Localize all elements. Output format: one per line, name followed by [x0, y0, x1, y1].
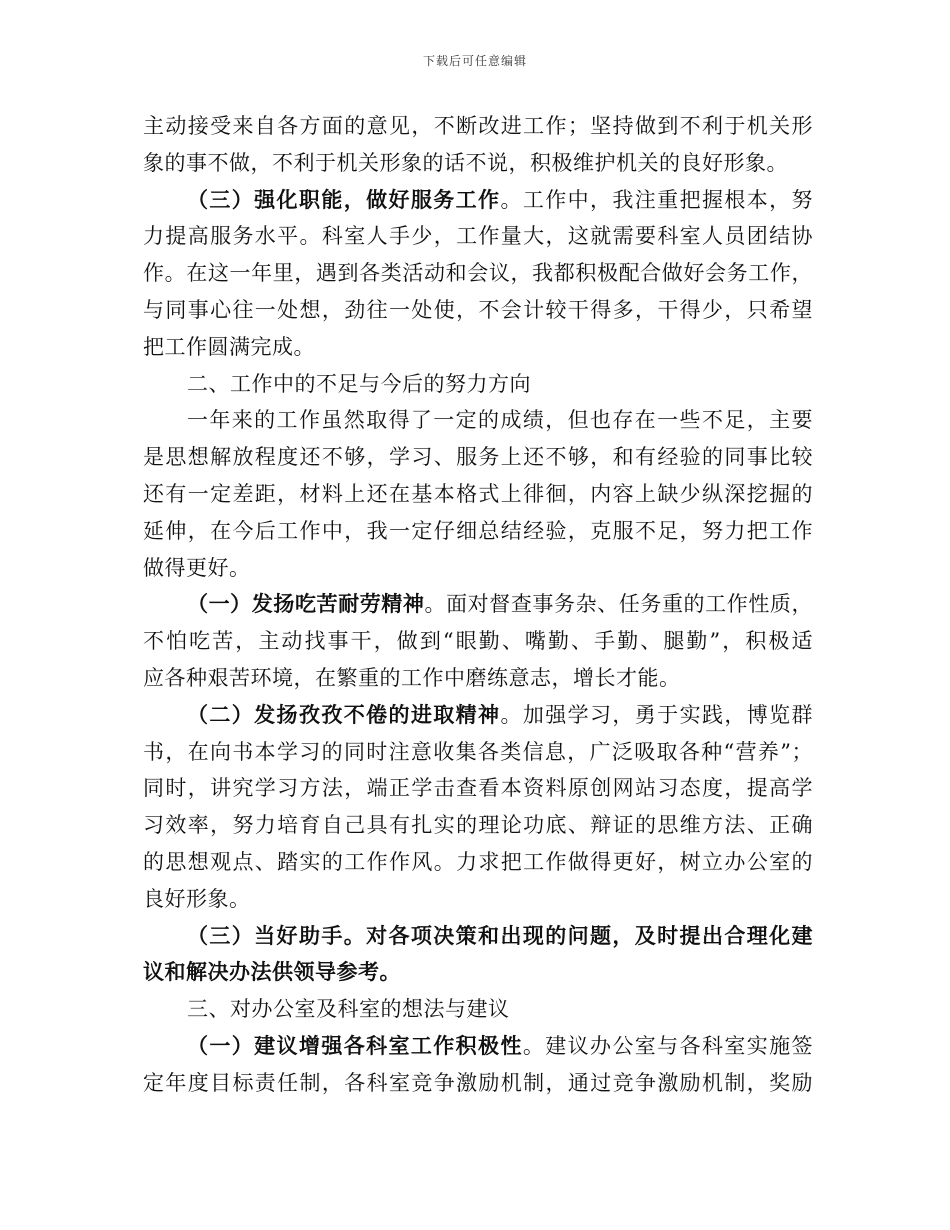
document-body: [143, 108, 813, 1102]
bold-heading-text: 议和解决办法供领导参考。: [143, 959, 401, 985]
body-text: 定年度目标责任制，各科室竞争激励机制，通过竞争激励机制，奖励: [143, 1070, 813, 1095]
bold-heading-text: （三）当好助手。对各项决策和出现的问题，及时提出合理化建: [187, 922, 813, 948]
text-line: [143, 513, 813, 550]
text-line: [143, 255, 813, 292]
body-text: 习效率，努力培育自己具有扎实的理论功底、辩证的思维方法、正确: [143, 813, 813, 838]
body-text: 的思想观点、踏实的工作作风。力求把工作做得更好，树立办公室的: [143, 849, 813, 874]
body-text: 力提高服务水平。科室人手少，工作量大，这就需要科室人员团结协: [143, 224, 813, 249]
text-line: [143, 439, 813, 476]
text-line: [143, 697, 813, 734]
bold-heading-text: （一）发扬吃苦耐劳精神: [187, 591, 425, 617]
bold-heading-text: （一）建议增强各科室工作积极性: [187, 1032, 523, 1058]
body-text: 是思想解放程度还不够，学习、服务上还不够，和有经验的同事比较: [143, 445, 813, 470]
text-line: [143, 918, 813, 955]
text-line: [143, 182, 813, 219]
text-line: [143, 1065, 813, 1102]
body-text: 主动接受来自各方面的意见，不断改进工作；坚持做到不利于机关形: [143, 114, 813, 138]
body-text: 一年来的工作虽然取得了一定的成绩，但也存在一些不足，主要: [187, 408, 813, 433]
text-line: [143, 954, 813, 991]
body-text: 延伸，在今后工作中，我一定仔细总结经验，克服不足，努力把工作: [143, 518, 813, 543]
text-line: [143, 329, 813, 366]
body-text: 。工作中，我注重把握根本，努: [500, 187, 814, 212]
body-text: 把工作圆满完成。: [143, 334, 315, 359]
body-text: 象的事不做，不利于机关形象的话不说，积极维护机关的良好形象。: [143, 150, 788, 175]
body-text: 应各种艰苦环境，在繁重的工作中磨练意志，增长才能。: [143, 665, 681, 690]
bold-heading-text: （三）强化职能，做好服务工作: [187, 186, 501, 212]
text-line: [143, 145, 813, 182]
text-line: [143, 402, 813, 439]
text-line: [143, 1028, 813, 1065]
page-header-note: 下载后可任意编辑: [422, 54, 527, 68]
body-text: 。加强学习，勇于实践，博览群: [500, 702, 814, 727]
text-line: [143, 807, 813, 844]
text-line: [143, 292, 813, 329]
body-text: 。建议办公室与各科室实施签: [522, 1033, 814, 1058]
text-line: [143, 844, 813, 881]
body-text: 良好形象。: [143, 886, 251, 911]
body-text: 书，在向书本学习的同时注意收集各类信息，广泛吸取各种“营养”；: [143, 739, 813, 764]
body-text: 二、工作中的不足与今后的努力方向: [187, 371, 531, 396]
body-text: 同时，讲究学习方法，端正学击查看本资料原创网站习态度，提高学: [143, 776, 813, 801]
text-line: [143, 586, 813, 623]
text-line: [143, 881, 813, 918]
body-text: 做得更好。: [143, 555, 251, 580]
text-line: [143, 218, 813, 255]
text-line: [143, 660, 813, 697]
text-line: [143, 623, 813, 660]
text-line: [143, 550, 813, 587]
body-text: 三、对办公室及科室的想法与建议: [187, 997, 510, 1022]
text-line: [143, 770, 813, 807]
body-text: 还有一定差距，材料上还在基本格式上徘徊，内容上缺少纵深挖掘的: [143, 481, 813, 506]
body-text: 。面对督查事务杂、任务重的工作性质，: [424, 592, 814, 617]
body-text: 作。在这一年里，遇到各类活动和会议，我都积极配合做好会务工作，: [143, 261, 813, 286]
text-line: [143, 734, 813, 771]
bold-heading-text: （二）发扬孜孜不倦的进取精神: [187, 701, 501, 727]
text-line: [143, 991, 813, 1028]
text-line: [143, 476, 813, 513]
body-text: 与同事心往一处想，劲往一处使，不会计较干得多，干得少，只希望: [143, 297, 813, 322]
body-text: 不怕吃苦，主动找事干，做到“眼勤、嘴勤、手勤、腿勤”，积极适: [143, 629, 813, 654]
text-line: [143, 366, 813, 403]
text-line: [143, 108, 813, 145]
